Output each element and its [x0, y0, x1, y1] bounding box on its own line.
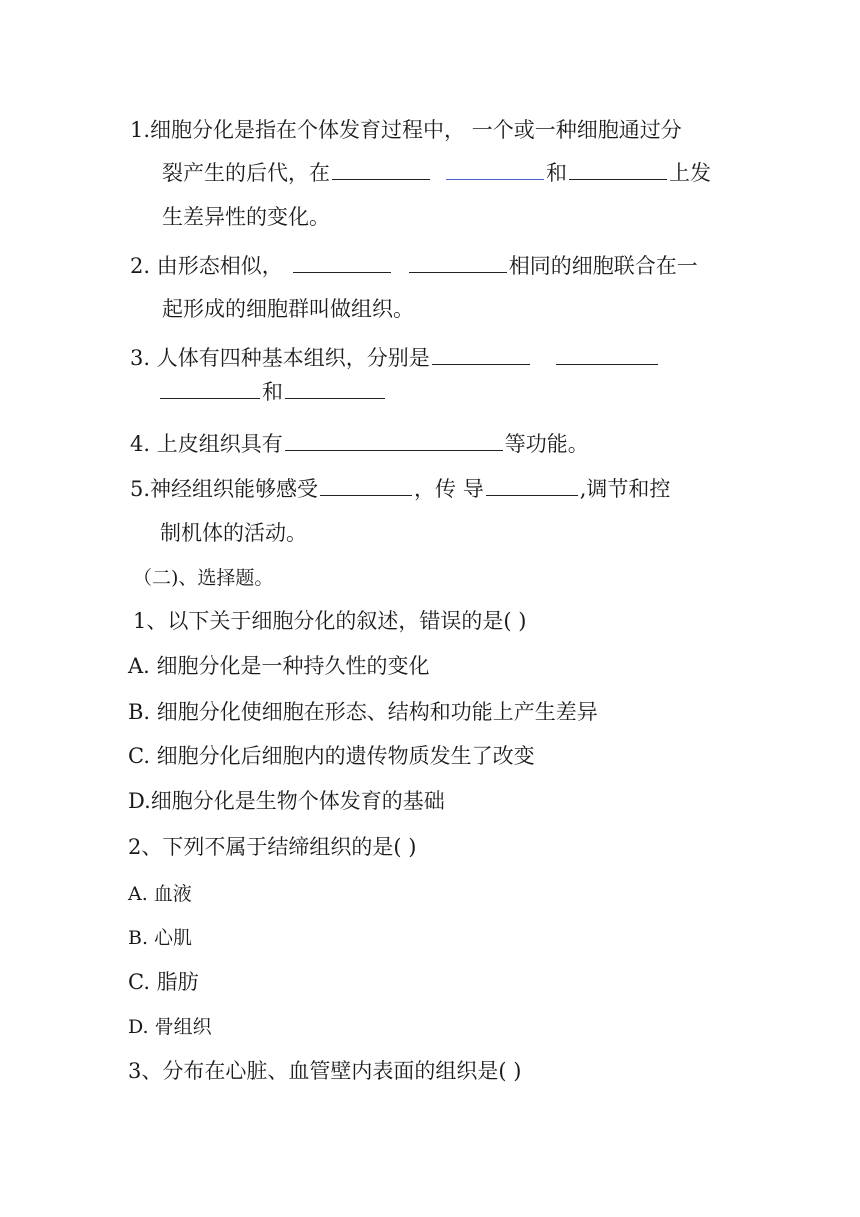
q3-blank-2[interactable] [556, 344, 658, 365]
q4-blank-1[interactable] [285, 430, 503, 451]
choice-q2-option-a[interactable] [128, 879, 192, 909]
q1-blank-1[interactable] [332, 159, 430, 180]
choice-q1-option-a[interactable] [128, 651, 430, 681]
choice-q2-option-d-text: D. 骨组织 [128, 1016, 212, 1038]
q1-line1 [130, 115, 682, 145]
choice-q1-option-c-text: C. 细胞分化后细胞内的遗传物质发生了改变 [128, 744, 535, 768]
q3-blank-4[interactable] [285, 378, 385, 399]
q5-text-1c: ,调节和控 [579, 477, 671, 501]
q5-blank-1[interactable] [320, 475, 412, 496]
q4-text-1a: 4. 上皮组织具有 [130, 432, 283, 456]
q1-text-3: 生差异性的变化。 [162, 205, 330, 229]
q5-text-1b: ，传 导 [414, 477, 484, 501]
choice-q3-stem-text: 3、分布在心脏、血管壁内表面的组织是( ) [128, 1059, 522, 1083]
q1-line3 [162, 202, 330, 232]
choice-q1-option-a-text: A. 细胞分化是一种持久性的变化 [128, 654, 430, 678]
q3-line2 [160, 377, 387, 407]
q2-line2 [162, 294, 414, 324]
q1-text-2a: 裂产生的后代，在 [162, 161, 330, 185]
q4-text-1b: 等功能。 [504, 432, 589, 456]
q1-text-2c: 上发 [669, 161, 711, 185]
choice-q2-stem-text: 2、下列不属于结缔组织的是( ) [128, 835, 417, 859]
choice-q2-stem [128, 832, 416, 862]
q4-line1 [130, 429, 589, 459]
q3-blank-3[interactable] [160, 378, 260, 399]
q2-blank-1[interactable] [293, 252, 391, 273]
q2-blank-2[interactable] [409, 252, 507, 273]
q1-text-1: 1.细胞分化是指在个体发育过程中， 一个或一种细胞通过分 [130, 118, 682, 142]
choice-q2-option-a-text: A. 血液 [128, 883, 192, 905]
choice-q3-stem [128, 1056, 521, 1086]
q2-line1 [130, 251, 698, 281]
q3-text-1a: 3. 人体有四种基本组织，分别是 [130, 346, 430, 370]
q2-text-1b: 相同的细胞联合在一 [508, 254, 698, 278]
choice-q1-stem [133, 606, 526, 636]
choice-q2-option-c-text: C. 脂肪 [128, 970, 199, 994]
choice-q1-option-b-text: B. 细胞分化使细胞在形态、结构和功能上产生差异 [128, 700, 598, 724]
choice-q1-option-d[interactable] [128, 786, 445, 816]
q1-text-2b: 和 [546, 161, 567, 185]
choice-q1-option-b[interactable] [128, 697, 598, 727]
q2-text-2: 起形成的细胞群叫做组织。 [162, 297, 414, 321]
q2-text-1a: 2. 由形态相似， [130, 254, 283, 278]
q3-line1 [130, 343, 660, 373]
q5-text-2: 制机体的活动。 [160, 521, 307, 545]
choice-heading-text: （二)、选择题。 [133, 567, 274, 589]
choice-section-heading [133, 563, 273, 593]
q5-line1 [130, 474, 670, 504]
q1-blank-2[interactable] [446, 159, 544, 180]
q5-text-1a: 5.神经组织能够感受 [130, 477, 319, 501]
q5-line2 [160, 518, 307, 548]
q5-blank-2[interactable] [486, 475, 578, 496]
choice-q2-option-d[interactable] [128, 1012, 212, 1042]
choice-q1-option-d-text: D.细胞分化是生物个体发育的基础 [128, 789, 445, 813]
q1-line2 [162, 158, 711, 188]
choice-q2-option-b-text: B. 心肌 [128, 927, 193, 949]
q1-blank-3[interactable] [569, 159, 667, 180]
choice-q2-option-b[interactable] [128, 923, 192, 953]
q3-blank-1[interactable] [432, 344, 530, 365]
q3-text-2b: 和 [262, 380, 283, 404]
choice-q2-option-c[interactable] [128, 967, 199, 997]
choice-q1-stem-text: 1、以下关于细胞分化的叙述，错误的是( ) [133, 609, 527, 633]
choice-q1-option-c[interactable] [128, 741, 535, 771]
